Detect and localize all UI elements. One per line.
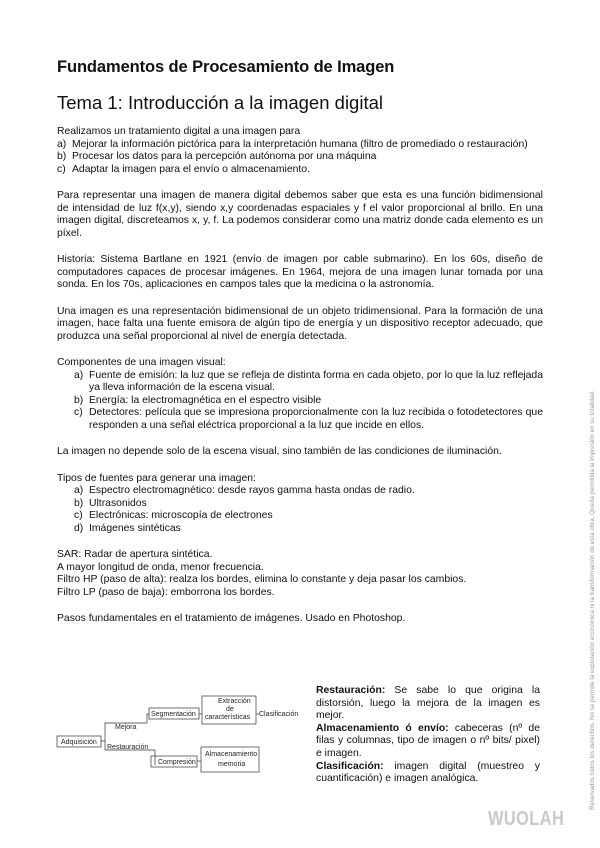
note-line: Filtro HP (paso de alta): realza los bordes, elimina lo constante y deja pasar los cambios. [57,574,467,585]
definition-term: Almacenamiento ó envío: [316,722,449,734]
list-item: d) Imágenes sintéticas [74,522,181,534]
note-line: SAR: Radar de apertura sintética. [57,549,213,560]
document-title: Fundamentos de Procesamiento de Imagen [57,58,395,76]
document-body [57,126,543,640]
definition-item: Almacenamiento ó envío: cabeceras (nº de filas y columnas, tipo de imagen o nº bits/ pixel) e imagen. [316,722,540,759]
intro-list [57,139,543,177]
processing-pipeline-diagram [55,692,305,782]
sources-list [57,485,543,535]
topic-heading: Tema 1: Introducción a la imagen digital [57,92,383,113]
intro-section [57,126,543,176]
steps-intro: Pasos fundamentales en el tratamiento de imágenes. Usado en Photoshop. [57,613,406,624]
list-item: b) Procesar los datos para la percepción autónoma por una máquina [57,151,377,162]
adquisicion-label: Adquisición [61,739,97,746]
list-item: a) Espectro electromagnético: desde rayos gamma hasta ondas de radio. [74,485,415,496]
list-item: c) Electrónicas: microscopía de electrones [74,510,273,521]
sources-lead: Tipos de fuentes para generar una imagen: [57,472,256,484]
mejora-label: Mejora [115,724,137,731]
definition-term: Clasificación: [316,760,384,772]
definition-term: Restauración: [316,685,386,696]
copyright-notice: Reservados todos los derechos. No se permite la explotación económica ni la transformación de esta obra. Queda permitida la impresión en su totalidad. [589,390,596,810]
list-item: b) Energía: la electromagnética en el espectro visible [74,394,322,406]
extraccion-label: Extracción [218,698,251,705]
wuolah-logo: WUOLAH [488,808,565,830]
intro-lead: Realizamos un tratamiento digital a una imagen para [57,126,301,137]
restauracion-label: Restauración [107,744,149,751]
almacenamiento-label: memoria [218,761,246,768]
compresion-label: Compresión [158,759,196,766]
almacenamiento-label: Almacenamiento [205,751,258,758]
definition-item: Restauración: Se sabe lo que origina la distorsión, luego la mejora de la imagen es mejor. [316,685,540,722]
representation-paragraph: Para representar una imagen de manera digital debemos saber que esta es una función bidimensional de intensidad de luz f(x,y), siendo x,y coordenadas espaciales y f el valor proporcional al brillo. En una imagen digital, discreteamos x, y, f. La podemos considerar como una matriz donde cada elemento es un píxel. [57,190,543,239]
illumination-paragraph: La imagen no depende solo de la escena visual, sino también de las condiciones de iluminación. [57,446,502,457]
history-paragraph: Historia: Sistema Bartlane en 1921 (envío de imagen por cable submarino). En los 60s, diseño de computadores capaces de procesar imágenes. En 1964, mejora de una imagen lunar tomada por una sonda. En los 70s, aplicaciones en campos tales que la medicina o la astronomía. [57,254,543,290]
definitions-column [316,685,540,786]
list-item: c) Detectores: película que se impresiona proporcionalmente con la luz recibida o fotodetectores que responden a una señal eléctrica proporcional a la luz que incide en ellos. [74,407,543,431]
components-list [57,370,543,433]
components-lead: Componentes de una imagen visual: [57,357,226,368]
components-section [57,357,543,432]
definition-paragraph: Una imagen es una representación bidimensional de un objeto tridimensional. Para la formación de una imagen, hace falta una fuente emisora de algún tipo de energía y un dispositivo receptor adecuado, que produzca una señal proporcional al nivel de energía detectada. [57,305,543,342]
segmentacion-label: Segmentación [151,711,196,718]
note-line: A mayor longitud de onda, menor frecuencia. [57,561,264,573]
list-item: a) Fuente de emisión: la luz que se refleja de distinta forma en cada objeto, por lo que la luz reflejada ya lleva información de la escena visual. [74,369,543,393]
note-line: Filtro LP (paso de baja): emborrona los bordes. [57,586,275,598]
notes-section [57,549,543,599]
extraccion-label: de [226,706,234,713]
clasificacion-label: Clasificación [259,711,299,718]
extraccion-label: características [205,714,251,721]
list-item: b) Ultrasonidos [74,497,147,509]
sources-section [57,473,543,536]
definition-item: Clasificación: imagen digital (muestreo y cuantificación) e imagen analógica. [316,760,540,785]
list-item: a) Mejorar la información pictórica para la interpretación humana (filtro de promediado o restauración) [57,138,528,150]
list-item: c) Adaptar la imagen para el envío o almacenamiento. [57,163,310,175]
